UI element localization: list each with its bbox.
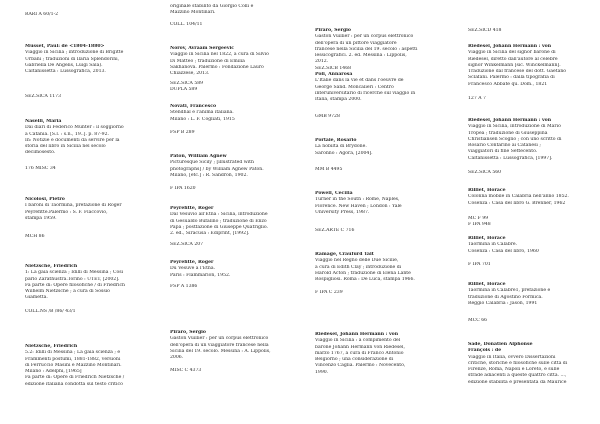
catalog-entry: Paton, William Agnew Picturesque Sicily ; [illustrated with photographs] / by William Agnew Paton. Milano, [etc.] : R. Sandron, 1902. <box>170 154 278 179</box>
shelfmark: GMB 9728 <box>315 114 340 119</box>
catalog-entry: Ramage, Craufurd Tait Viaggio nel Regno delle Due Sicilie, a cura di Edith Clay ; introduzione di Harold Acton ; traduzione di Elena Lante Rospigliosi. Roma : De Luca, stampa 1966. <box>315 252 427 283</box>
entry-author: Norov, Avraam Sergeevič <box>170 46 235 51</box>
shelfmark: F IPA 1620 <box>170 186 196 191</box>
catalog-entry: Nietzsche, Friedrich 5.2: Idilli di Messina ; La gaia scienza ; e Frammenti postumi, 1881-1882, versioni di Ferruccio Masini e Mazzino Montinari. Milano : Adelphi, [1965] Fa parte di: Opere di Friedrich Nietzsche / edizione italiana condotta sul testo critico <box>25 344 137 388</box>
entry-author: Nietzsche, Friedrich <box>25 264 78 269</box>
catalog-entry: Piraro, Sergio Gaston Vuillier : per un corpus elettronico dell'opera di un pittore viaggiatore francese nella Sicilia del 19. secolo : aspetti lessicografici. 2. ed. Messina : Lippolis, 2012. <box>315 28 427 66</box>
entry-author: Sade, Donatien Alphonse <box>468 342 533 347</box>
entry-author: Peyrefitte, Roger <box>170 206 214 211</box>
catalog-entry: Novati, Francesco Stendhal e l'anima italiana. Milano : L. F. Cogliati, 1915 <box>170 104 278 123</box>
shelfmark: SEZ.SICA 560 <box>468 170 502 175</box>
shelfmark: F IPA C 239 <box>315 290 343 295</box>
shelfmark: SEZ.SICB 1468 <box>315 66 352 71</box>
shelfmark: 127 A 7 <box>468 96 486 101</box>
shelfmark: MC F 99 F IPA 948 <box>468 216 491 228</box>
entry-author: Musset, Paul: de <1804-1880> <box>25 44 105 49</box>
shelfmark: F IPA 701 <box>468 262 491 267</box>
entry-author: Nietzsche, Friedrich <box>25 344 78 349</box>
entry-author: Rilliet, Horace <box>468 282 506 287</box>
shelfmark: SEZ.SICD 418 <box>468 28 502 33</box>
entry-author: Ramage, Craufurd Tait <box>315 252 374 257</box>
entry-author: Piraro, Sergio <box>170 330 206 335</box>
shelfmark: MCH 86 <box>25 234 45 239</box>
catalog-entry: Nietzsche, Friedrich 1: La gaia scienza ; Idilli di Messina ; Così parlò Zarathustra.Torino : UTET, [2002]. Fa parte di: Opere filosofiche / di Friedrich Wilhelm Nietzsche ; a cura di Sossio Giametta. <box>25 264 137 302</box>
shelfmark: COLL.NS /B /86/ 43/1 <box>25 309 76 314</box>
catalog-entry: Riedesel, Johann Hermann : von Viaggio in Sicilia : a compimento del barone Johann Hermann von Riedesel, marzo 1767, a cura di Franco Antonio Belgiorno ; una considerazione di Vincenzo Caglià. Palermo : Novecento, 1990. <box>315 332 427 376</box>
entry-author: Portale, Rosario <box>315 138 357 143</box>
entry-author: Rilliet, Horace <box>468 236 506 241</box>
shelfmark: MM B 4495 <box>315 167 343 172</box>
entry-author: Riedesel, Johann Hermann : von <box>315 332 399 337</box>
catalog-entry: Naselli, Maria Dai diari di Federico Münter : il soggiorno a Catania. [S.l. : s.n., 19..]. p. 87-92. In: Notizie e documenti da servire per la storia del libro in Sicilia nel secolo decimosesto. <box>25 119 137 157</box>
entry-author: Naselli, Maria <box>25 119 62 124</box>
catalog-entry-continued: originale stabilito da Giorgio Colli e Mazzino Montinari. <box>170 4 254 16</box>
shelfmark: MCC 66 <box>468 318 488 323</box>
entry-author: Paton, William Agnew <box>170 154 227 159</box>
entry-author: Nicolosi, Pietro <box>25 197 65 202</box>
entry-author: Powell, Cecilia <box>315 191 353 196</box>
catalog-entry: Peyrefitte, Roger Dal Vesuvio all'Etna : Sicilia, introduzione di Gesualdo Bufalino ; traduzione di Enzo Papa ; postfazione di Giuseppe Quatriglio. 2. ed., Siracusa : Ediprint, [1992]. <box>170 206 278 237</box>
catalog-entry: Powell, Cecilia Turner in the South : Rome, Naples, Florence. New Haven ; London : Yale University Press, 1987. <box>315 191 427 216</box>
shelfmark: SEZ.SICA 207 <box>170 242 204 247</box>
catalog-entry: Riedesel, Johann Hermann : von Viaggio in Sicilia del signor barone di Riedesel, diretto dall'autore al celebre signor Winkelmann [sic. Winckelmann]. Traduzione dal francese del dott. Gaetano Sclafani. Palermo : dalla tipografia di Francesco Abbate qu. Dom., 1821 <box>468 44 583 88</box>
shelfmark: MISC C 4373 <box>170 368 202 373</box>
catalog-entry: Musset, Paul: de <1804-1880> Viaggio in Sicilia ; introduzione di Brigitte Urbani ; traduzioni di Ilaria Splendorini, Gabriella De Angelis, Luigi Sala). Caltanissetta : Lussografica, 2013. <box>25 44 137 75</box>
entry-author: Riedesel, Johann Hermann : von <box>468 118 552 123</box>
shelfmark: 176 MISC 34 <box>25 166 56 171</box>
catalog-entry: Rilliet, Horace Taormina in Calabre. Cosenza : Casa del libro, 1960 <box>468 236 583 255</box>
catalog-entry: Norov, Avraam Sergeevič Viaggio in Sicilia nel 1822, a cura di Silvio Di Matteo ; traduzione di Emilia Sakhanova. Palermo : Fondazione Lauro Chiazzese, 2013. <box>170 46 278 77</box>
entry-author: Peyrefitte, Roger <box>170 260 214 265</box>
catalog-entry: Rilliet, Horace Colonna mobile in Calabria nell'anno 1852. Cosenza : Casa del libro G. Brenner, 1962 <box>468 188 583 207</box>
shelfmark: SEZ.ARTE C 716 <box>315 228 355 233</box>
catalog-entry: Nicolosi, Pietro I baroni di Taormina, prefazione di Roger Peyrefitte.Palermo : S. F. Flaccovio, stampa 1959. <box>25 197 137 222</box>
entry-author: Novati, Francesco <box>170 104 217 109</box>
entry-author: Riedesel, Johann Hermann : von <box>468 44 552 49</box>
shelfmark: COLL. 104/11 <box>170 22 203 27</box>
entry-author: Rilliet, Horace <box>468 188 506 193</box>
shelfmark: RARI A 60/1-2 <box>25 12 59 17</box>
entry-author: Poli, Annarosa <box>315 72 353 77</box>
catalog-entry: Sade, Donatien Alphonse François : de Viaggio in Italia, ovvero Dissertazioni critiche, storiche e filosofiche sulle città di Firenze, Roma, Napoli e Loreto, e sulle strade adiacenti a queste quattro città. ..., edizione stabilita e presentata da Maurice <box>468 342 583 386</box>
catalog-entry: Poli, Annarosa L'Italie dans la vie et dans l'oeuvre de George Sand. Moncalieri : Centro interuniversitario di ricerche sul viaggio in Italia, stampa 2000. <box>315 72 427 103</box>
catalog-entry: Portale, Rosario La nobiltà di Brydone. Saronno : Agorà, [2004]. <box>315 138 427 157</box>
shelfmark: SEZ.SICA 1173 <box>25 94 62 99</box>
catalog-entry: Rilliet, Horace Taormina in Calabre1, prefazione e traduzione di Agostino Formica. Reggio Calabria : Jason, 1991 <box>468 282 583 307</box>
catalog-entry: Peyrefitte, Roger Du Vesuve a l'Etna. Paris : Flammarion, 1952. <box>170 260 278 279</box>
shelfmark: SEZ.SICA 589 DUPLA 589 <box>170 81 204 93</box>
entry-author: Piraro, Sergio <box>315 28 351 33</box>
shelfmark: FSP B 289 <box>170 130 195 135</box>
shelfmark: FSP A 1386 <box>170 284 198 289</box>
catalog-entry: Riedesel, Johann Hermann : von Viaggio in Sicilia, introduzione di Mario Tropea ; traduzione di Giuseppina Christiansen Scoglio ; con uno scritto di Rosario Contarino ai Catanesi ; viaggiatori di fine Settecento. Caltanissetta : Lussografica, [1997]. <box>468 118 583 162</box>
catalog-entry: Piraro, Sergio Gaston Vuillier : per un corpus elettronico dell'opera di un viaggiatore francese nella Sicilia del 19. secolo. Messina : A. Lippolis, 2006. <box>170 330 278 361</box>
